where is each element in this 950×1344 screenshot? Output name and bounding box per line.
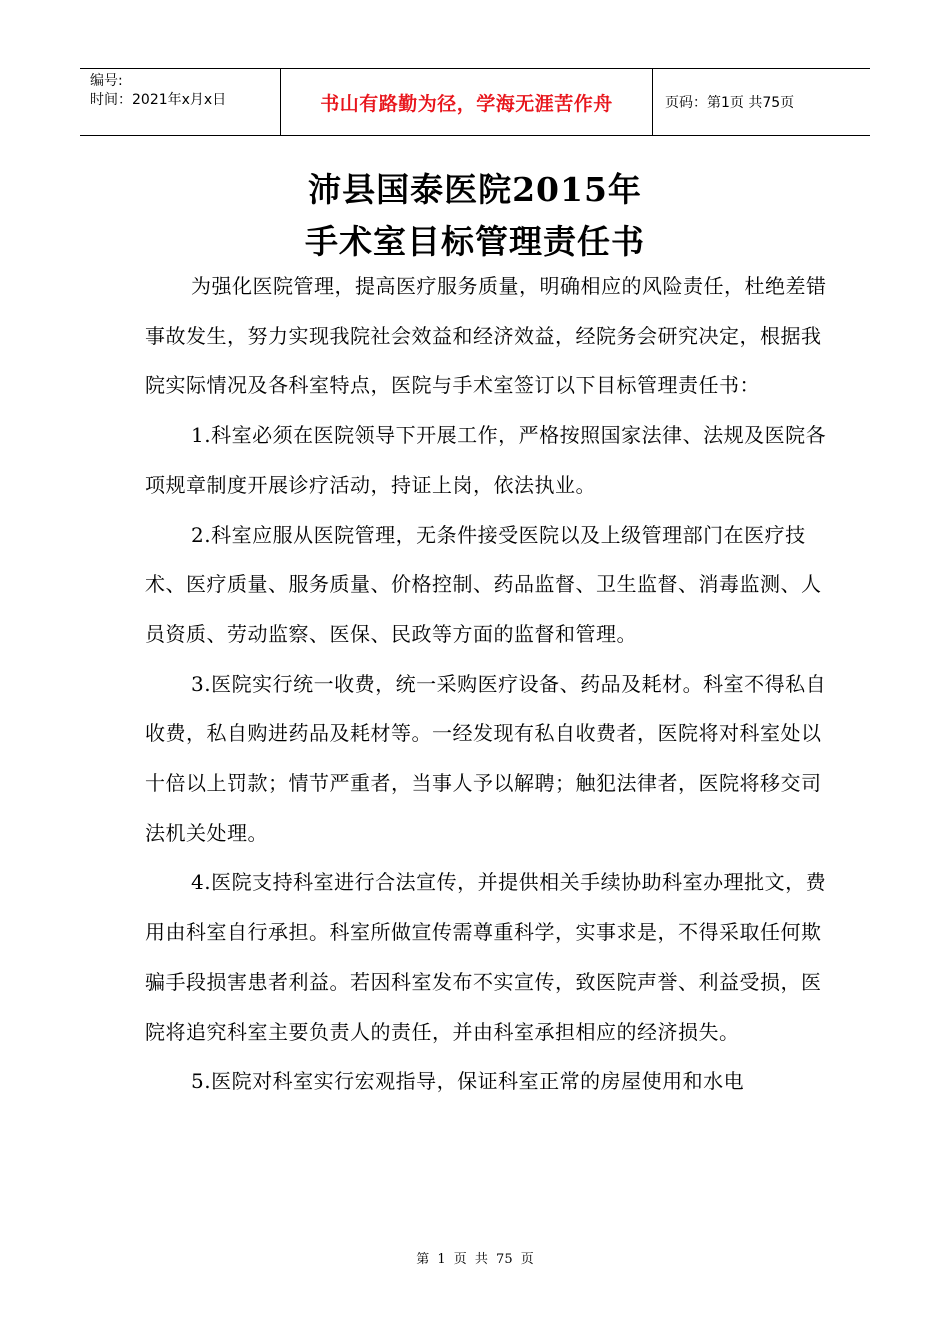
- header-page-info: [653, 69, 870, 135]
- paragraph-item-4: 4.医院支持科室进行合法宣传，并提供相关手续协助科室办理批文，费用由科室自行承担。科室所做宣传需尊重科学，实事求是，不得采取任何欺骗手段损害患者利益。若因科室发布不实宣传，致医院声誉、利益受损，医院将追究科室主要负责人的责任，并由科室承担相应的经济损失。: [145, 870, 827, 1044]
- paragraph-item-5: 5.医院对科室实行宏观指导，保证科室正常的房屋使用和水电: [191, 1069, 745, 1094]
- document-title-line1: 沛县国泰医院2015年: [308, 170, 642, 209]
- document-body: [145, 262, 835, 1107]
- paragraph-item-1: 1.科室必须在医院领导下开展工作，严格按照国家法律、法规及医院各项规章制度开展诊疗活动，持证上岗，依法执业。: [145, 423, 827, 497]
- header-meta: [80, 69, 281, 135]
- document-header: [80, 68, 870, 136]
- paragraph-intro: 为强化医院管理，提高医疗服务质量，明确相应的风险责任，杜绝差错事故发生，努力实现我院社会效益和经济效益，经院务会研究决定，根据我院实际情况及各科室特点，医院与手术室签订以下目标管理责任书：: [145, 274, 827, 398]
- document-title-line2: 手术室目标管理责任书: [305, 222, 645, 261]
- motto-text: 书山有路勤为径，学海无涯苦作舟: [320, 92, 613, 115]
- time-label: 时间：2021年x月x日: [90, 92, 227, 108]
- page-footer: 第 1 页 共 75 页: [416, 1252, 534, 1267]
- number-label: 编号:: [90, 73, 123, 89]
- page-info-text: 页码：第1页 共75页: [665, 95, 795, 111]
- header-motto-cell: [281, 69, 653, 135]
- paragraph-item-2: 2.科室应服从医院管理，无条件接受医院以及上级管理部门在医疗技术、医疗质量、服务质量、价格控制、药品监督、卫生监督、消毒监测、人员资质、劳动监察、医保、民政等方面的监督和管理。: [145, 522, 822, 646]
- paragraph-item-3: 3.医院实行统一收费，统一采购医疗设备、药品及耗材。科室不得私自收费，私自购进药品及耗材等。一经发现有私自收费者，医院将对科室处以十倍以上罚款；情节严重者，当事人予以解聘；触犯法律者，医院将移交司法机关处理。: [145, 671, 827, 845]
